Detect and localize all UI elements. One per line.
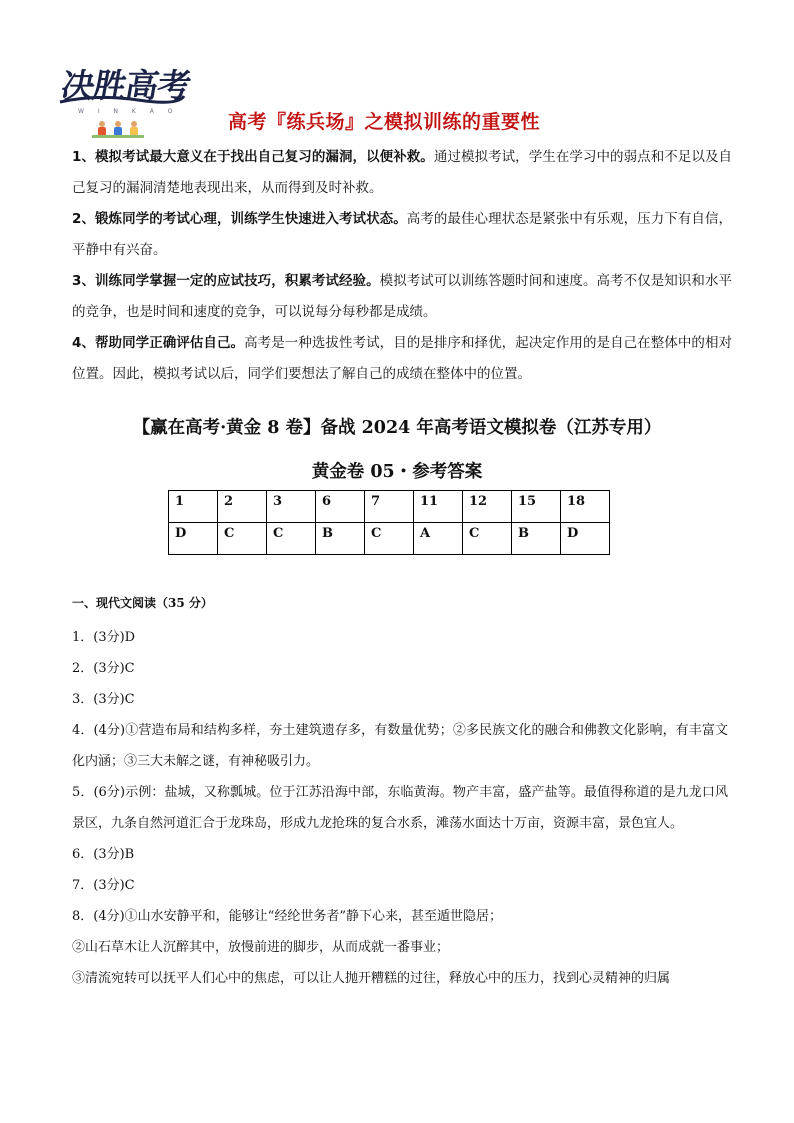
- paper-title: 【赢在高考·黄金 8 卷】备战 2024 年高考语文模拟卷（江苏专用）: [132, 418, 662, 438]
- answer-line: 4．(4分)①营造布局和结构多样，夯土建筑遗存多，有数量优势；②多民族文化的融合和佛教文化影响，有丰富文化内涵；③三大未解之谜，有神秘吸引力。: [72, 723, 728, 769]
- answer-line: 3．(3分)C: [72, 692, 135, 707]
- answer-list: [72, 622, 728, 994]
- answer-cell: C: [463, 523, 512, 555]
- students-figures-icon: [92, 118, 144, 138]
- answer-cell: A: [414, 523, 463, 555]
- answer-cell: B: [512, 523, 561, 555]
- answer-line: ③清流宛转可以抚平人们心中的焦虑，可以让人抛开糟糕的过往，释放心中的压力，找到心灵精神的归属: [72, 971, 671, 986]
- intro-item-4-text: 高考是一种选拔性考试，目的是排序和择优，起决定作用的是自己在整体中的相对位置。因此，模拟考试以后，同学们要想法了解自己的成绩在整体中的位置。: [72, 335, 732, 382]
- question-number-cell: 3: [267, 491, 316, 523]
- logo-swoosh-icon: [58, 92, 186, 108]
- question-number-cell: 7: [365, 491, 414, 523]
- answer-cell: C: [365, 523, 414, 555]
- intro-section: [72, 142, 732, 390]
- intro-item-2-lead: 2、锻炼同学的考试心理，训练学生快速进入考试状态。: [72, 211, 407, 227]
- intro-item-2-text: 高考的最佳心理状态是紧张中有乐观，压力下有自信，平静中有兴奋。: [72, 211, 732, 258]
- logo-subtitle: W I N K A O: [78, 108, 179, 115]
- question-number-cell: 11: [414, 491, 463, 523]
- question-number-cell: 15: [512, 491, 561, 523]
- answer-line: 7．(3分)C: [72, 878, 135, 893]
- answer-table: [168, 490, 610, 555]
- intro-item-3: [72, 266, 732, 328]
- answer-table-numbers-row: [169, 491, 610, 523]
- question-number-cell: 1: [169, 491, 218, 523]
- intro-item-4-lead: 4、帮助同学正确评估自己。: [72, 335, 245, 351]
- answer-line: 8．(4分)①山水安静平和，能够让“经纶世务者”静下心来，甚至遁世隐居；: [72, 909, 502, 924]
- intro-item-1: [72, 142, 732, 204]
- intro-item-2: [72, 204, 732, 266]
- intro-item-1-text: 通过模拟考试，学生在学习中的弱点和不足以及自己复习的漏洞清楚地表现出来，从而得到及时补救。: [72, 149, 732, 196]
- answer-line: ②山石草木让人沉醉其中，放慢前进的脚步，从而成就一番事业；: [72, 940, 450, 955]
- answer-line: 2．(3分)C: [72, 661, 135, 676]
- answer-line: 1．(3分)D: [72, 630, 136, 645]
- question-number-cell: 6: [316, 491, 365, 523]
- question-number-cell: 12: [463, 491, 512, 523]
- answer-key-title: 黄金卷 05・参考答案: [311, 462, 483, 482]
- intro-item-3-text: 模拟考试可以训练答题时间和速度。高考不仅是知识和水平的竞争，也是时间和速度的竞争，可以说每分每秒都是成绩。: [72, 273, 732, 320]
- answer-cell: D: [169, 523, 218, 555]
- question-number-cell: 2: [218, 491, 267, 523]
- header-title: 高考『练兵场』之模拟训练的重要性: [228, 111, 541, 133]
- answer-cell: C: [218, 523, 267, 555]
- answer-cell: D: [561, 523, 610, 555]
- section-title: 一、现代文阅读（35 分）: [72, 596, 213, 610]
- intro-item-4: [72, 328, 732, 390]
- logo-wordmark: 决胜高考: [58, 66, 194, 105]
- answer-line: 5．(6分)示例：盐城，又称瓢城。位于江苏沿海中部，东临黄海。物产丰富，盛产盐等。最值得称道的是九龙口风景区，九条自然河道汇合于龙珠岛，形成九龙抢珠的复合水系，滩荡水面达十万亩，资源丰富，景色宜人。: [72, 785, 728, 831]
- intro-item-3-lead: 3、训练同学掌握一定的应试技巧，积累考试经验。: [72, 273, 380, 289]
- answer-cell: B: [316, 523, 365, 555]
- intro-item-1-lead: 1、模拟考试最大意义在于找出自己复习的漏洞，以便补救。: [72, 149, 434, 165]
- answer-line: 6．(3分)B: [72, 847, 135, 862]
- answer-table-answers-row: [169, 523, 610, 555]
- question-number-cell: 18: [561, 491, 610, 523]
- answer-cell: C: [267, 523, 316, 555]
- logo: [58, 60, 194, 140]
